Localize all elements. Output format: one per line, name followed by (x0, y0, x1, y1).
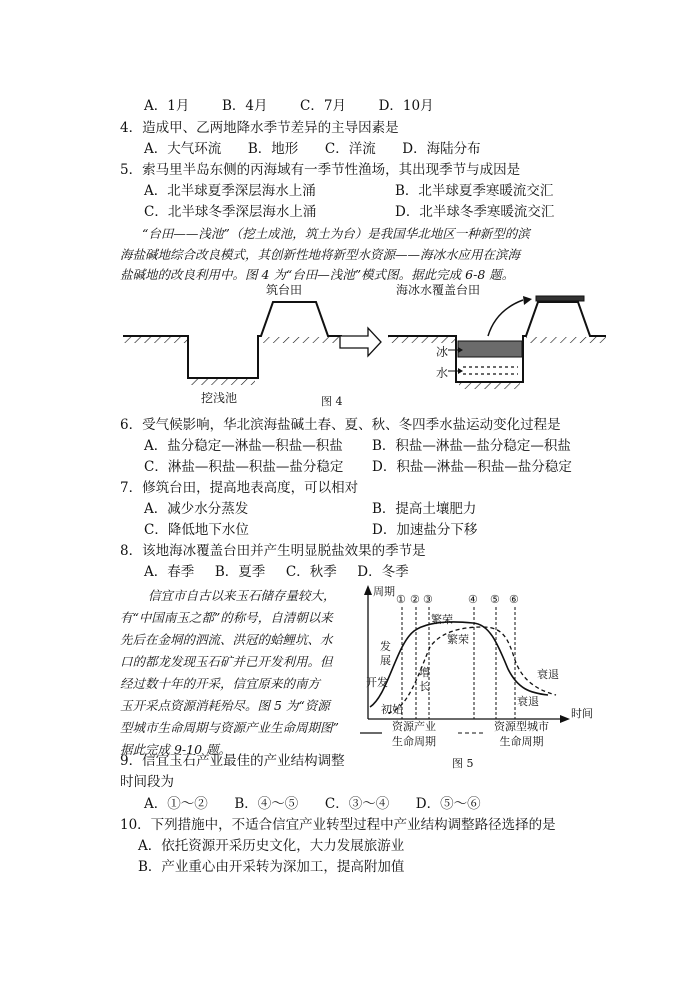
q4-option-b: B．地形 (247, 141, 299, 157)
stage-prosperity-2: 繁荣 (447, 633, 469, 646)
passage1-line-2: 海盐碱地综合改良模式，其创新性地将新型水资源——海冰水应用在滨海 (120, 247, 521, 262)
legend-dashed-line-2: 生命周期 (499, 735, 544, 748)
legend-dashed-text (494, 719, 549, 749)
hatch-ground-2 (261, 337, 342, 343)
passage2-line-7: 型城市生命周期与资源产业生命周期图” (120, 720, 339, 735)
q4-option-d: D．海陆分布 (402, 141, 481, 157)
stage-develop: 开发 (366, 676, 388, 689)
q6-option-d: D．积盐—淋盐—积盐—盐分稳定 (372, 459, 572, 475)
q6-option-b: B．积盐—淋盐—盐分稳定—积盐 (372, 438, 571, 454)
q4-option-c: C．洋流 (324, 141, 376, 157)
q7-stem: 7．修筑台田，提高地表高度，可以相对 (120, 480, 359, 496)
passage2-line-2: 有“中国南玉之都”的称号，自清朝以来 (120, 610, 333, 625)
q9-option-d: D．⑤～⑥ (415, 796, 481, 812)
y-axis-arrow-icon (364, 585, 372, 595)
passage2-line-1: 信宜市自古以来玉石储存量较大， (148, 588, 336, 603)
q5-option-c: C．北半球冬季深层海水上涌 (144, 204, 317, 220)
q9-stem-line1: 9．信宜玉石产业最佳的产业结构调整 (120, 753, 345, 769)
q4-stem: 4．造成甲、乙两地降水季节差异的主导因素是 (120, 120, 399, 136)
label-dig-pond: 挖浅池 (201, 391, 238, 405)
q8-stem: 8．该地海冰覆盖台田并产生明显脱盐效果的季节是 (120, 543, 426, 559)
label-ice: 冰 (436, 345, 449, 359)
q3-option-a: A．1月 (144, 98, 190, 114)
q4-options (144, 140, 481, 158)
q9-stem-line2: 时间段为 (120, 774, 174, 790)
passage2-line-6: 玉开采点资源消耗殆尽。图 5 为“资源 (120, 698, 330, 713)
figure-4-diagram (118, 280, 608, 410)
marker-2: ② (410, 593, 420, 606)
label-build-field: 筑台田 (266, 283, 303, 297)
marker-5: ⑤ (490, 593, 500, 606)
q9-option-c: C．③～④ (324, 796, 390, 812)
legend-solid-line-2: 生命周期 (392, 735, 436, 748)
q6-option-c: C．淋盐—积盐—积盐—盐分稳定 (144, 459, 344, 475)
q10-stem: 10．下列措施中，不适合信宜产业转型过程中产业结构调整路径选择的是 (120, 817, 556, 833)
stage-decline-2: 衰退 (517, 695, 539, 708)
q5-stem: 5．索马里半岛东侧的丙海域有一季节性渔场，其出现季节与成因是 (120, 162, 521, 178)
hatch-pit-2 (459, 383, 520, 389)
q6-stem: 6．受气候影响，华北滨海盐碱土春、夏、秋、冬四季水盐运动变化过程是 (120, 417, 561, 433)
q8-options (144, 563, 409, 581)
x-axis-arrow-icon (560, 715, 570, 723)
q9-option-b: B．④～⑤ (234, 796, 299, 812)
passage2-line-5: 经过数十年的开采，信宜原来的南方 (120, 676, 321, 691)
q3-option-c: C．7月 (300, 98, 346, 114)
q9-options (144, 795, 481, 813)
q3-options (144, 97, 434, 115)
legend-solid-line-1: 资源产业 (392, 720, 436, 733)
q7-option-a: A．减少水分蒸发 (144, 501, 249, 517)
passage1-line-1: “台田——浅池”（挖土成池，筑土为台）是我国华北地区一种新型的滨 (142, 226, 530, 241)
q3-option-b: B．4月 (221, 98, 268, 114)
q7-option-d: D．加速盐分下移 (372, 522, 478, 538)
q8-option-c: C．秋季 (285, 564, 337, 580)
passage2-line-4: 口的都龙发现玉石矿并已开发利用。但 (120, 654, 333, 669)
fig5-y-label: 周期 (373, 585, 395, 598)
marker-3: ③ (423, 593, 433, 606)
figure5-caption: 图 5 (452, 757, 474, 770)
q3-option-d: D．10月 (378, 98, 434, 114)
label-ice-covered-field: 海冰水覆盖台田 (396, 283, 481, 297)
q4-option-a: A．大气环流 (144, 141, 222, 157)
stage-grow-development: 发展 (380, 640, 391, 667)
hatch-ground-1 (123, 337, 188, 343)
hatch-ground-4 (526, 337, 606, 343)
q5-option-b: B．北半球夏季寒暖流交汇 (395, 183, 554, 199)
q6-option-a: A．盐分稳定—淋盐—积盐—积盐 (144, 438, 343, 454)
q5-option-d: D．北半球冬季寒暖流交汇 (395, 204, 555, 220)
passage2-line-8: 据此完成 9-10 题。 (120, 742, 232, 757)
marker-4: ④ (468, 593, 478, 606)
fig5-x-label: 时间 (571, 707, 593, 720)
q9-option-a: A．①～② (144, 796, 208, 812)
stage-initial: 初始 (381, 703, 403, 716)
q10-option-b: B．产业重心由开采转为深加工，提高附加值 (138, 859, 405, 875)
ice-sheet-on-field (536, 296, 584, 301)
process-arrow-icon (340, 328, 381, 356)
legend-dashed-line-1: 资源型城市 (494, 720, 549, 733)
hatch-pit (191, 379, 255, 385)
stage-prosperity-1: 繁荣 (431, 613, 453, 626)
q8-option-a: A．春季 (144, 564, 195, 580)
marker-1: ① (396, 593, 406, 606)
curved-arrow-head (523, 296, 532, 305)
stage-increase: 增长 (419, 666, 430, 693)
q7-option-b: B．提高土壤肥力 (372, 501, 477, 517)
q5-option-a: A．北半球夏季深层海水上涌 (144, 183, 316, 199)
stage-decline-1: 衰退 (537, 668, 559, 681)
ice-layer (458, 341, 522, 357)
label-water: 水 (436, 366, 449, 380)
figure4-caption: 图 4 (321, 395, 343, 408)
q8-option-b: B．夏季 (214, 564, 266, 580)
legend-solid-text (392, 719, 436, 749)
q7-option-c: C．降低地下水位 (144, 522, 249, 538)
passage2-line-3: 先后在金垌的泗流、洪冠的蛤鲤坑、水 (120, 632, 333, 647)
q10-option-a: A．依托资源开采历史文化，大力发展旅游业 (138, 838, 405, 854)
passage1-line-3: 盐碱地的改良利用中。图 4 为“台田—浅池”模式图。据此完成 6-8 题。 (120, 267, 515, 282)
marker-6: ⑥ (509, 593, 519, 606)
water-pointer-head (458, 368, 463, 374)
curved-arrow-icon (488, 300, 523, 336)
q8-option-d: D．冬季 (357, 564, 409, 580)
